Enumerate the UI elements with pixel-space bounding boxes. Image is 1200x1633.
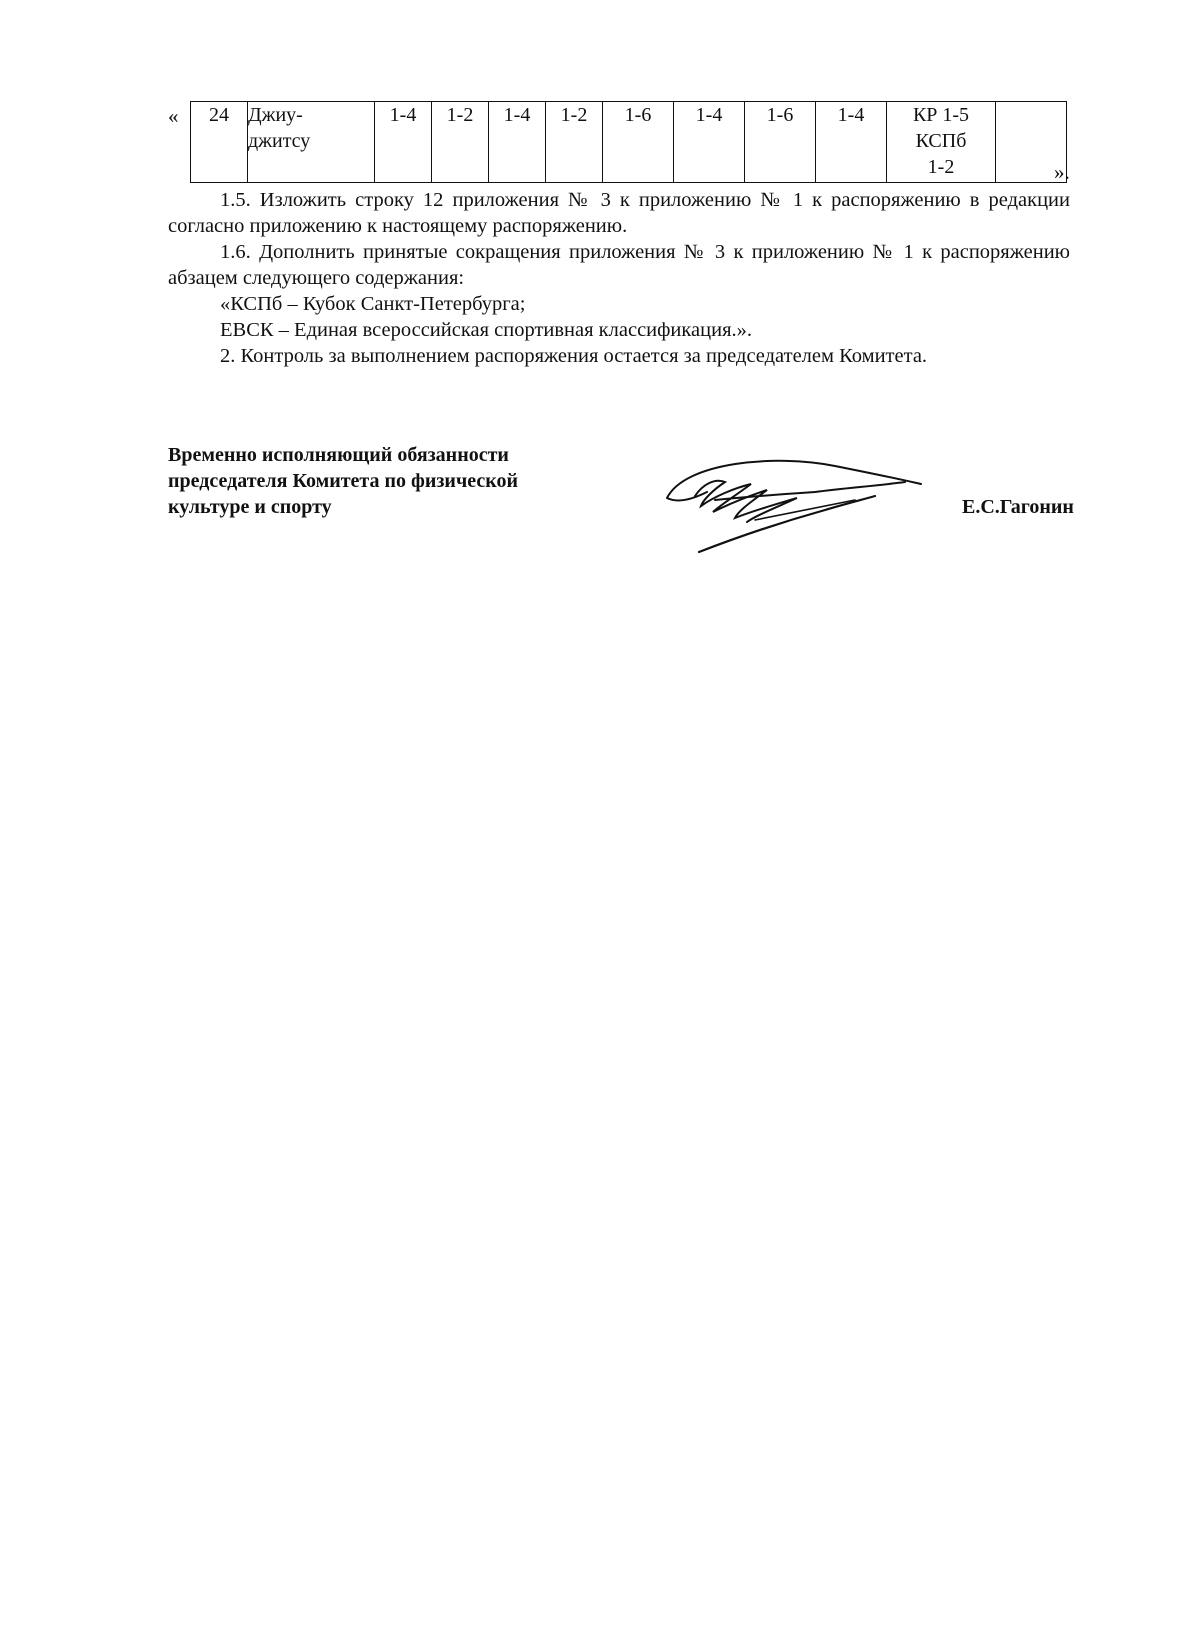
value-cell: 1-2: [432, 102, 489, 183]
paragraph-1-6-text: 1.6. Дополнить принятые сокращения приложения № 3 к приложению № 1 к распоряжению абзацем следующего содержания:: [168, 241, 1070, 289]
abbreviation-evsk: ЕВСК – Единая всероссийская спортивная классификация.».: [220, 319, 753, 341]
abbreviation-kspb: «КСПб – Кубок Санкт-Петербурга;: [220, 293, 526, 315]
sport-name-line: Джиу-: [248, 104, 303, 126]
signer-name: Е.С.Гагонин: [962, 496, 1074, 518]
paragraph-2: 2. Контроль за выполнением распоряжения остается за председателем Комитета.: [220, 345, 928, 367]
competitions-line: КР 1-5: [912, 104, 970, 126]
competitions-line: КСПб: [915, 130, 967, 152]
table-row: [191, 102, 1067, 183]
value-cell: 1-2: [546, 102, 603, 183]
signer-position-line: Временно исполняющий обязанности: [168, 444, 509, 466]
paragraph-1-6: [168, 239, 1070, 291]
sport-name-cell: [248, 102, 375, 183]
signer-position: [168, 442, 518, 520]
handwritten-signature: [655, 448, 935, 560]
competitions-cell: [887, 102, 996, 183]
value-cell: 1-6: [745, 102, 816, 183]
value-cell: 1-4: [375, 102, 432, 183]
opening-quote: «: [168, 104, 179, 128]
paragraph-1-5: [168, 187, 1070, 239]
sport-row-table: [190, 101, 1067, 183]
row-number-cell: 24: [191, 102, 248, 183]
paragraph-1-5-text: 1.5. Изложить строку 12 приложения № 3 к приложению № 1 к распоряжению в редакции согласно приложению к настоящему распоряжению.: [168, 189, 1070, 237]
signer-position-line: культуре и спорту: [168, 496, 332, 518]
competitions-line: 1-2: [927, 156, 955, 178]
value-cell: 1-6: [603, 102, 674, 183]
sport-name-line: джитсу: [248, 130, 311, 152]
value-cell: 1-4: [489, 102, 546, 183]
value-cell: 1-4: [816, 102, 887, 183]
value-cell: 1-4: [674, 102, 745, 183]
signer-position-line: председателя Комитета по физической: [168, 470, 518, 492]
closing-quote: ».: [1054, 160, 1070, 184]
